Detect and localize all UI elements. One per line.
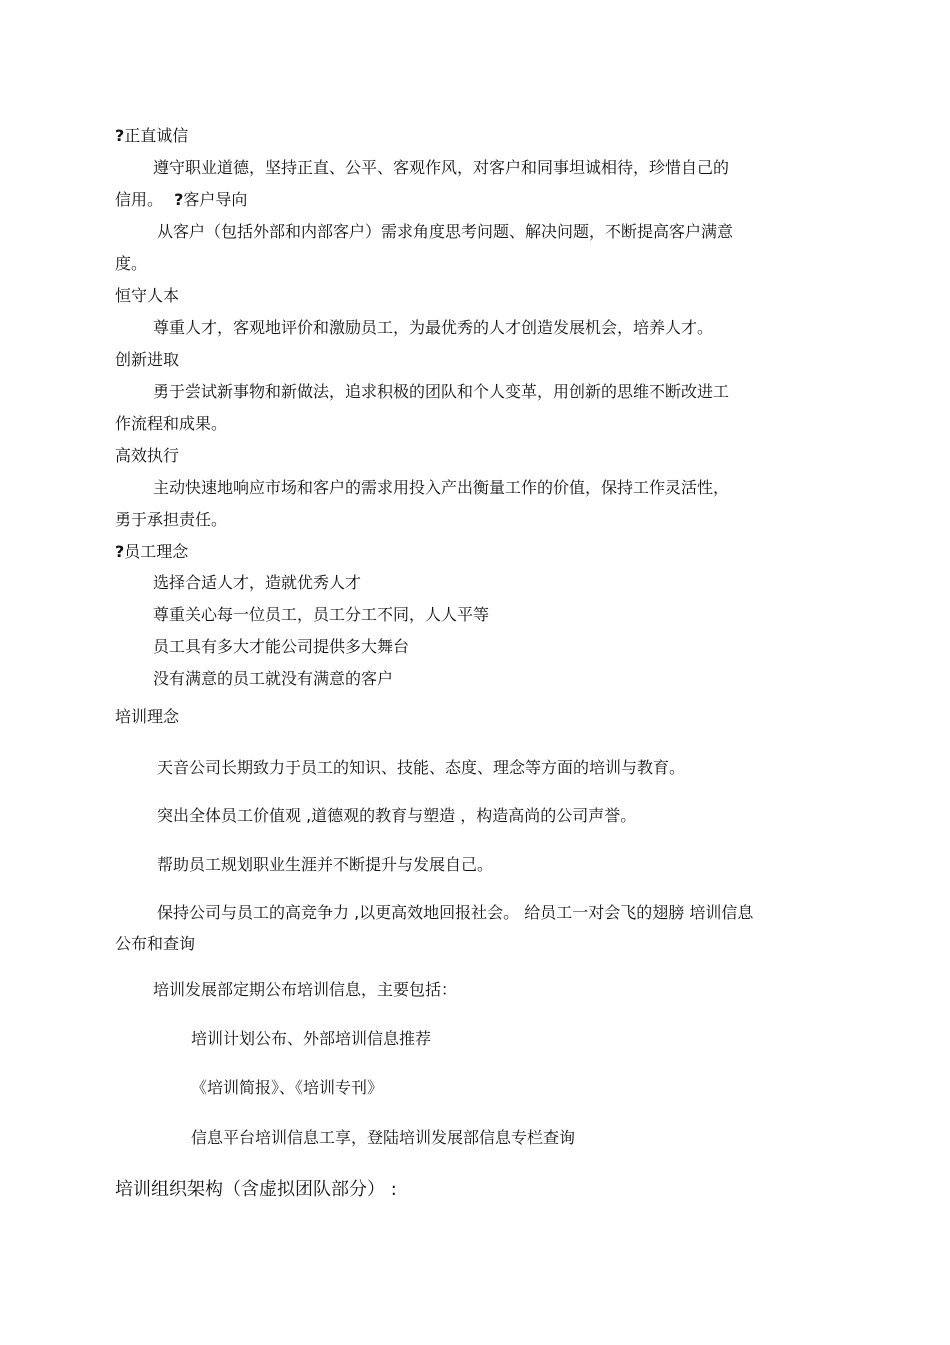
- employee-item: 员工具有多大才能公司提供多大舞台: [153, 637, 410, 656]
- paragraph-people: 尊重人才，客观地评价和激励员工，为最优秀的人才创造发展机会，培养人才。: [153, 318, 714, 337]
- bullet-mark: ?: [115, 126, 125, 145]
- paragraph-innovation-1: 勇于尝试新事物和新做法，追求积极的团队和个人变革，用创新的思维不断改进工: [153, 382, 730, 401]
- training-paragraph-5: 公布和查询: [115, 934, 196, 953]
- heading-people: 恒守人本: [115, 286, 180, 305]
- paragraph-integrity-2: 信用。 ?客户导向: [115, 190, 248, 209]
- paragraph-innovation-2: 作流程和成果。: [115, 414, 228, 433]
- heading-integrity: ?正直诚信: [115, 126, 189, 145]
- employee-item: 尊重关心每一位员工，员工分工不同，人人平等: [153, 605, 490, 624]
- bullet-mark: ?: [174, 190, 184, 209]
- paragraph-execution-2: 勇于承担责任。: [115, 510, 228, 529]
- training-item: 《培训简报》、《培训专刊》: [191, 1078, 384, 1097]
- heading-innovation: 创新进取: [115, 350, 180, 369]
- heading-training: 培训理念: [115, 707, 180, 726]
- employee-item: 没有满意的员工就没有满意的客户: [153, 669, 394, 688]
- heading-execution: 高效执行: [115, 446, 180, 465]
- heading-employee: ?员工理念: [115, 542, 189, 561]
- training-item: 信息平台培训信息工享，登陆培训发展部信息专栏查询: [191, 1128, 576, 1147]
- training-paragraph-2: 突出全体员工价值观 ,道德观的教育与塑造 ，构造高尚的公司声誉。: [157, 806, 637, 825]
- training-paragraph-6: 培训发展部定期公布培训信息，主要包括：: [153, 980, 458, 999]
- bullet-mark: ?: [115, 542, 125, 561]
- training-org-heading: 培训组织架构（含虚拟团队部分） :: [115, 1179, 397, 1200]
- training-item: 培训计划公布、外部培训信息推荐: [191, 1029, 432, 1048]
- training-paragraph-4: 保持公司与员工的高竞争力 ,以更高效地回报社会。 给员工一对会飞的翅膀 培训信息: [157, 903, 754, 922]
- training-paragraph-3: 帮助员工规划职业生涯并不断提升与发展自己。: [157, 855, 494, 874]
- paragraph-integrity-1: 遵守职业道德，坚持正直、公平、客观作风，对客户和同事坦诚相待，珍惜自己的: [153, 158, 730, 177]
- employee-item: 选择合适人才，造就优秀人才: [153, 573, 362, 592]
- paragraph-customer-1: 从客户（包括外部和内部客户）需求角度思考问题、解决问题，不断提高客户满意: [157, 222, 734, 241]
- heading-customer: 客户导向: [183, 190, 248, 209]
- paragraph-customer-2: 度。: [115, 254, 148, 273]
- training-paragraph-1: 天音公司长期致力于员工的知识、技能、态度、理念等方面的培训与教育。: [157, 758, 686, 777]
- paragraph-execution-1: 主动快速地响应市场和客户的需求用投入产出衡量工作的价值，保持工作灵活性，: [153, 478, 730, 497]
